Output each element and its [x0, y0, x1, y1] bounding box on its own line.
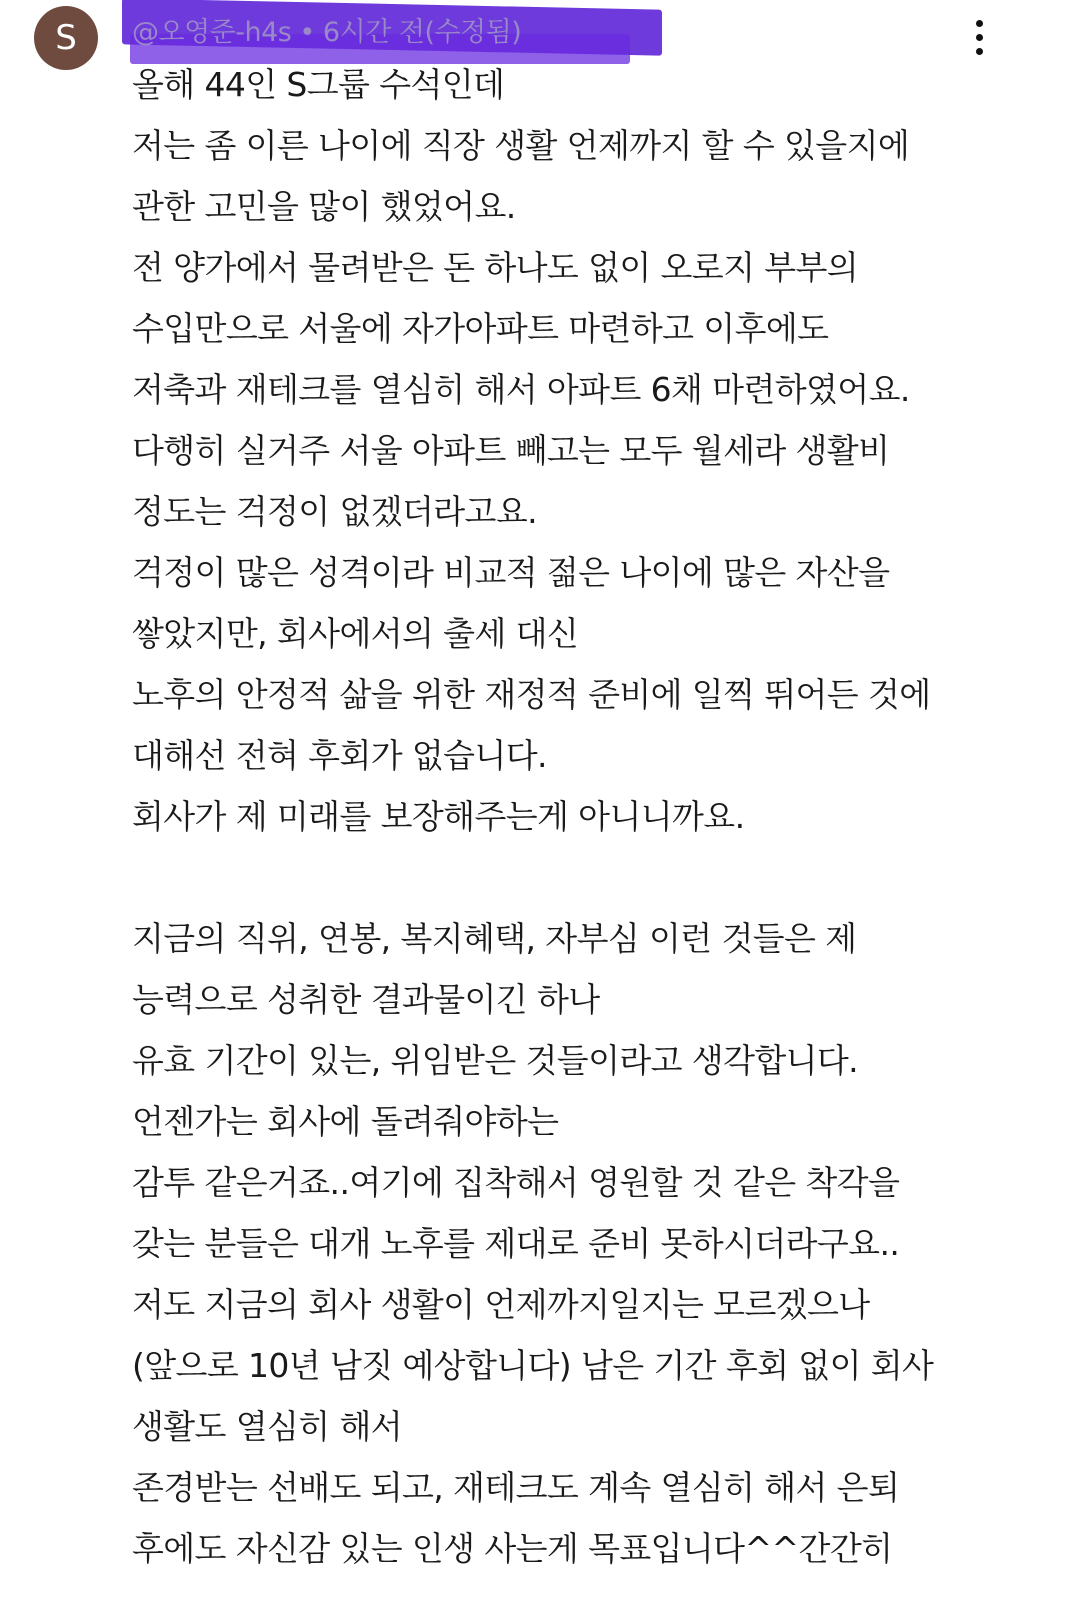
comment-line: 관한 고민을 많이 했었어요.	[132, 187, 516, 226]
comment-line: 존경받는 선배도 되고, 재테크도 계속 열심히 해서 은퇴	[132, 1468, 900, 1507]
comment-line: 지금의 직위, 연봉, 복지혜택, 자부심 이런 것들은 제	[132, 919, 857, 958]
comment-line: (앞으로 10년 남짓 예상합니다) 남은 기간 후회 없이 회사	[132, 1346, 934, 1385]
comment-line: 회사가 제 미래를 보장해주는게 아니니까요.	[132, 797, 745, 836]
comment-line: 걱정이 많은 성격이라 비교적 젊은 나이에 많은 자산을	[132, 553, 890, 592]
comment-line: 전 양가에서 물려받은 돈 하나도 없이 오로지 부부의	[132, 248, 859, 287]
comment-body	[132, 54, 1032, 1579]
comment-line: 저는 좀 이른 나이에 직장 생활 언제까지 할 수 있을지에	[132, 126, 910, 165]
comment-line: 후에도 자신감 있는 인생 사는게 목표입니다^^간간히	[132, 1529, 893, 1568]
comment-line: 감투 같은거죠..여기에 집착해서 영원할 것 같은 착각을	[132, 1163, 900, 1202]
avatar[interactable]: S	[34, 6, 98, 70]
comment-line: 다행히 실거주 서울 아파트 빼고는 모두 월세라 생활비	[132, 431, 890, 470]
comment-line: 능력으로 성취한 결과물이긴 하나	[132, 980, 600, 1019]
comment-line: 유효 기간이 있는, 위임받은 것들이라고 생각합니다.	[132, 1041, 859, 1080]
comment-line: 쌓았지만, 회사에서의 출세 대신	[132, 614, 579, 653]
author-and-timestamp[interactable]: @오영준-h4s • 6시간 전(수정됨)	[132, 17, 522, 48]
comment-line: 저축과 재테크를 열심히 해서 아파트 6채 마련하였어요.	[132, 370, 910, 409]
comment-line: 생활도 열심히 해서	[132, 1407, 403, 1446]
comment-blank-line	[132, 847, 1032, 908]
comment-line: 언젠가는 회사에 돌려줘야하는	[132, 1102, 559, 1141]
comment-line: 갖는 분들은 대개 노후를 제대로 준비 못하시더라구요..	[132, 1224, 900, 1263]
comment-line: 올해 44인 S그룹 수석인데	[132, 65, 505, 104]
comment-line: 저도 지금의 회사 생활이 언제까지일지는 모르겠으나	[132, 1285, 870, 1324]
comment-line: 노후의 안정적 삶을 위한 재정적 준비에 일찍 뛰어든 것에	[132, 675, 931, 714]
comment-line: 수입만으로 서울에 자가아파트 마련하고 이후에도	[132, 309, 829, 348]
comment-line: 대해선 전혀 후회가 없습니다.	[132, 736, 547, 775]
comment-line: 정도는 걱정이 없겠더라고요.	[132, 492, 538, 531]
